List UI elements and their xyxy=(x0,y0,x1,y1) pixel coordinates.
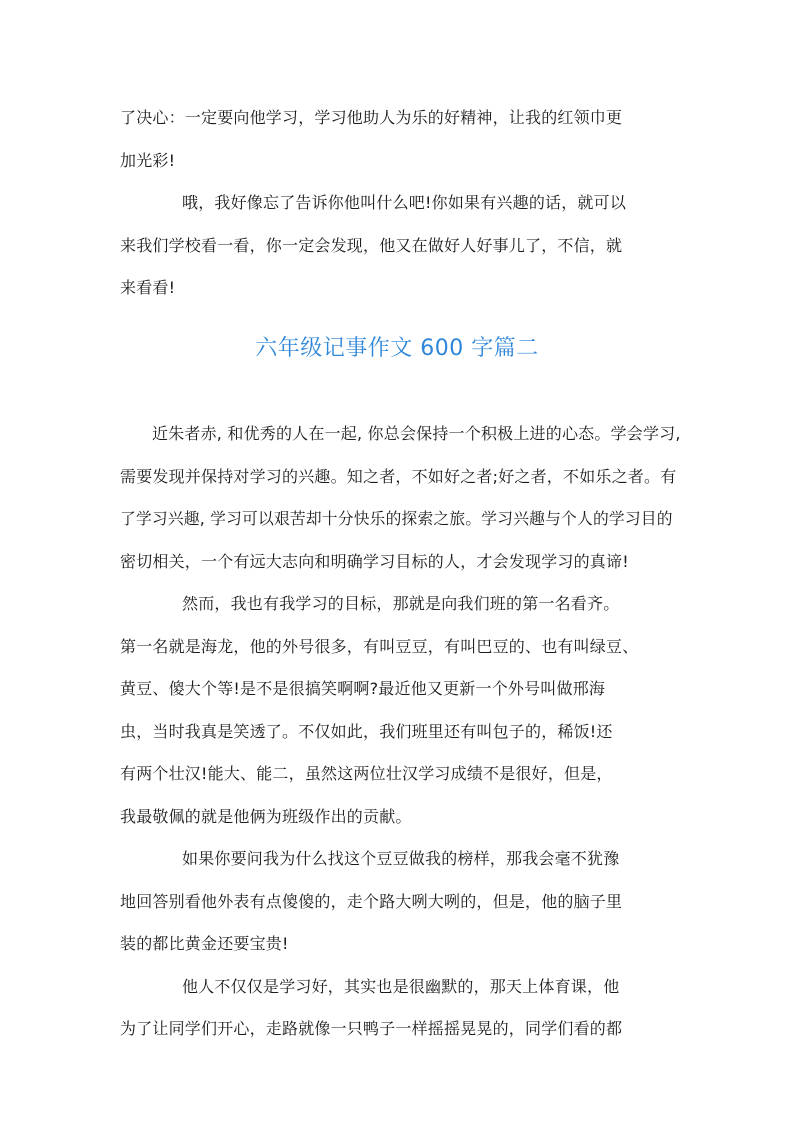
paragraph-3-line-2: 需要发现并保持对学习的兴趣。知之者，不如好之者;好之者，不如乐之者。有 xyxy=(120,467,677,486)
paragraph-2-line-2: 来我们学校看一看，你一定会发现，他又在做好人好事儿了，不信，就 xyxy=(120,236,623,255)
paragraph-6-line-1: 他人不仅仅是学习好，其实也是很幽默的，那天上体育课，他 xyxy=(182,977,620,996)
paragraph-4-line-4: 虫，当时我真是笑透了。不仅如此，我们班里还有叫包子的，稀饭!还 xyxy=(120,722,613,741)
paragraph-4-line-3: 黄豆、傻大个等!是不是很搞笑啊啊?最近他又更新一个外号叫做邢海 xyxy=(120,679,606,698)
paragraph-5-line-1: 如果你要问我为什么找这个豆豆做我的榜样，那我会毫不犹豫 xyxy=(182,849,620,868)
paragraph-5-line-2: 地回答别看他外表有点傻傻的，走个路大咧大咧的，但是，他的脑子里 xyxy=(120,892,623,911)
paragraph-2-line-3: 来看看! xyxy=(120,278,176,297)
paragraph-6-line-2: 为了让同学们开心，走路就像一只鸭子一样摇摇晃晃的，同学们看的都 xyxy=(120,1019,623,1038)
paragraph-4-line-6: 我最敬佩的就是他俩为班级作出的贡献。 xyxy=(120,807,412,826)
section-heading: 六年级记事作文 600 字篇二 xyxy=(255,336,539,361)
paragraph-2-line-1: 哦，我好像忘了告诉你他叫什么吧!你如果有兴趣的话，就可以 xyxy=(182,193,627,212)
paragraph-3-line-4: 密切相关，一个有远大志向和明确学习目标的人，才会发现学习的真谛! xyxy=(120,552,629,571)
paragraph-4-line-5: 有两个壮汉!能大、能二，虽然这两位壮汉学习成绩不是很好，但是， xyxy=(120,764,613,783)
paragraph-5-line-3: 装的都比黄金还要宝贵! xyxy=(120,934,289,953)
paragraph-4-line-2: 第一名就是海龙，他的外号很多，有叫豆豆，有叫巴豆的、也有叫绿豆、 xyxy=(120,637,639,656)
paragraph-3-line-3: 了学习兴趣, 学习可以艰苦却十分快乐的探索之旅。学习兴趣与个人的学习目的 xyxy=(120,509,673,528)
paragraph-4-line-1: 然而，我也有我学习的目标，那就是向我们班的第一名看齐。 xyxy=(182,594,620,613)
paragraph-1-line-1: 了决心：一定要向他学习，学习他助人为乐的好精神，让我的红领巾更 xyxy=(120,108,623,127)
paragraph-1-line-2: 加光彩! xyxy=(120,151,176,170)
paragraph-3-line-1: 近朱者赤, 和优秀的人在一起, 你总会保持一个积极上进的心态。学会学习, xyxy=(152,424,681,443)
